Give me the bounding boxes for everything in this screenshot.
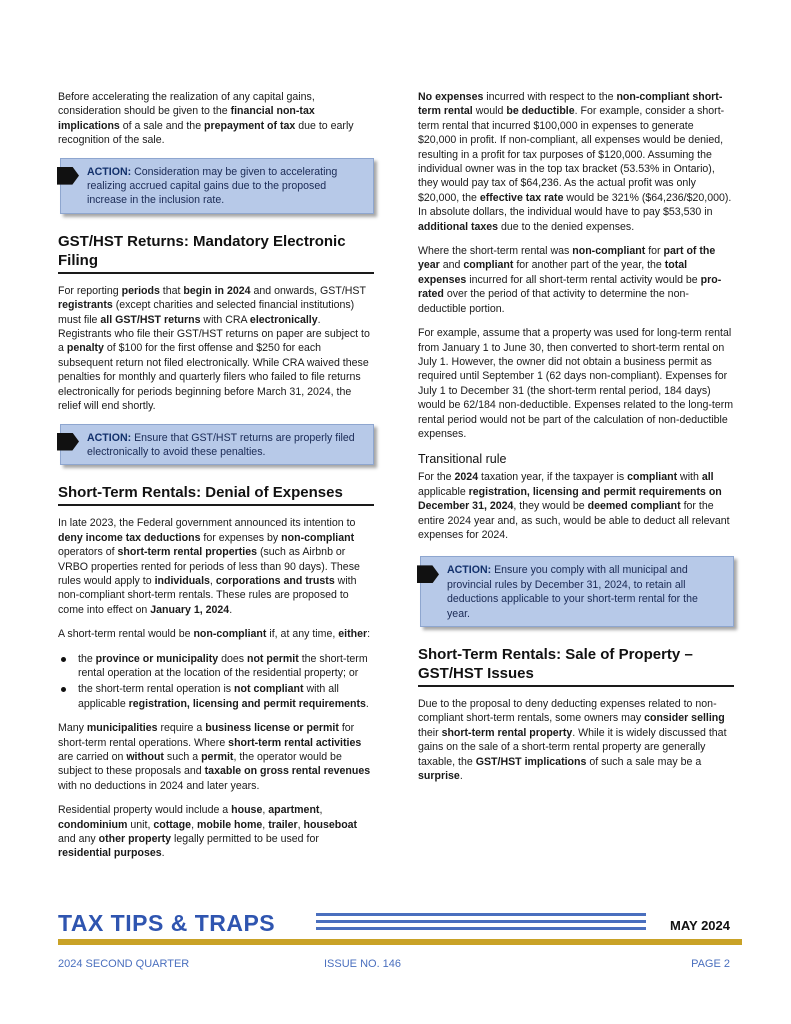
action-box-compliance [420, 556, 734, 627]
page-number: PAGE 2 [691, 958, 730, 970]
action-text: ACTION: Ensure that GST/HST returns are properly filed electronically to avoid these penalties. [87, 431, 355, 458]
section-heading-sale-of-property: Short-Term Rentals: Sale of Property – GST/HST Issues [418, 645, 734, 687]
expenses-paragraph: No expenses incurred with respect to the non-compliant short-term rental would be deductible. For example, consider a short-term rental that incurred $100,000 in expenses to generate $20,000 in profit. If non-compliant, all expenses would be denied, resulting in a profit for tax purposes of $120,000. Assuming the individual owner was in the top tax bracket (53.53% in Ontario), they would pay tax of $64,236. As the actual profit was only $20,000, the effective tax rate would be 321% ($64,236/$20,000). In absolute dollars, the individual would have to pay $53,530 in additional taxes due to the denied expenses. [418, 91, 732, 233]
action-box-gst-hst [60, 424, 374, 466]
non-compliance-list [58, 652, 374, 712]
partial-year-paragraph: Where the short-term rental was non-compliant for part of the year and compliant for another part of the year, the total expenses incurred for all short-term rental activity would be pro-rated over the period of that activity to determine the non-deductible portion. [418, 245, 722, 315]
footer-stripe [316, 920, 646, 923]
right-column [418, 90, 734, 793]
footer-gold-rule [58, 939, 742, 945]
sale-paragraph: Due to the proposal to deny deducting expenses related to non-compliant short-term rentals, some owners may consider selling their short-term rental property. While it is widely discussed that gains on the sale of a short-term rental property are generally taxable, the GST/HST implications of such a sale may be a surprise. [418, 698, 727, 783]
action-text: ACTION: Ensure you comply with all municipal and provincial rules by December 31, 2024, to retain all deductions applicable to your short-term rental for the year. [447, 564, 698, 620]
str-paragraph-2: A short-term rental would be non-compliant if, at any time, either: [58, 628, 371, 641]
str-paragraph-4: Residential property would include a house, apartment, condominium unit, cottage, mobile home, trailer, houseboat and any other property legally permitted to be used for residential purposes. [58, 804, 358, 860]
action-box-capital-gains [60, 158, 374, 214]
action-text: ACTION: Consideration may be given to accelerating realizing accrued capital gains due to the proposed increase in the inclusion rate. [87, 165, 338, 207]
str-paragraph-3: Many municipalities require a business license or permit for short-term rental operations. Where short-term rental activities are carried on without such a permit, the operator would be subject to these proposals and taxable on gross rental revenues with no deductions in 2024 and later years. [58, 722, 371, 792]
gst-hst-paragraph: For reporting periods that begin in 2024 and onwards, GST/HST registrants (except charities and selected financial institutions) must file all GST/HST returns with CRA electronically. Registrants who file their GST/HST returns on paper are subject to a penalty of $100 for the first offense and $250 for each subsequent return not filed electronically. While CRA waived these penalties for monthly and quarterly filers who failed to file returns electronically for periods beginning before March 31, 2024, the relief will end shortly. [58, 284, 370, 413]
footer-stripe [316, 927, 646, 930]
example-paragraph: For example, assume that a property was used for long-term rental from January 1 to June 30, then converted to short-term rental on July 1. However, the owner did not obtain a business permit as required until September 1 (62 days non-compliant). Expenses for July 1 to December 31 (the short-term rental period, 184 days) would be 62/184 non-deductible. Expenses related to the long-term rental period would not be part of the calculation of non-deductible expenses. [418, 327, 734, 440]
section-heading-short-term-rentals: Short-Term Rentals: Denial of Expenses [58, 483, 374, 506]
issue-number: ISSUE NO. 146 [324, 958, 402, 970]
issue-date: MAY 2024 [670, 918, 730, 933]
issue-quarter: 2024 SECOND QUARTER [58, 958, 190, 970]
action-arrow-icon [417, 565, 439, 583]
str-paragraph-1: In late 2023, the Federal government announced its intention to deny income tax deductions for expenses by non-compliant operators of short-term rental properties (such as Airbnb or VRBO properties rented for periods of less than 90 days). These rules would apply to individuals, corporations and trusts with non-compliant short-term rentals. These rules are proposed to come into effect on January 1, 2024. [58, 517, 360, 616]
section-heading-gst-hst: GST/HST Returns: Mandatory Electronic Filing [58, 232, 374, 274]
action-arrow-icon [57, 167, 79, 185]
transitional-paragraph: For the 2024 taxation year, if the taxpayer is compliant with all applicable registration, licensing and permit requirements on December 31, 2024, they would be deemed compliant for the entire 2024 year and, as such, would be able to deduct all relevant expenses for 2024. [418, 471, 730, 541]
footer-stripe [316, 913, 646, 916]
list-item: the short-term rental operation is not compliant with all applicable registration, licensing and permit requirements. [78, 682, 374, 711]
subheading-transitional-rule: Transitional rule [418, 452, 507, 467]
action-arrow-icon [57, 433, 79, 451]
newsletter-logo: TAX TIPS & TRAPS [58, 910, 276, 936]
left-column [58, 90, 374, 871]
intro-paragraph: Before accelerating the realization of any capital gains, consideration should be given to the financial non-tax implications of a sale and the prepayment of tax due to early recognition of the sale. [58, 91, 354, 147]
list-item: the province or municipality does not permit the short-term rental operation at the location of the residential property; or [78, 652, 374, 681]
